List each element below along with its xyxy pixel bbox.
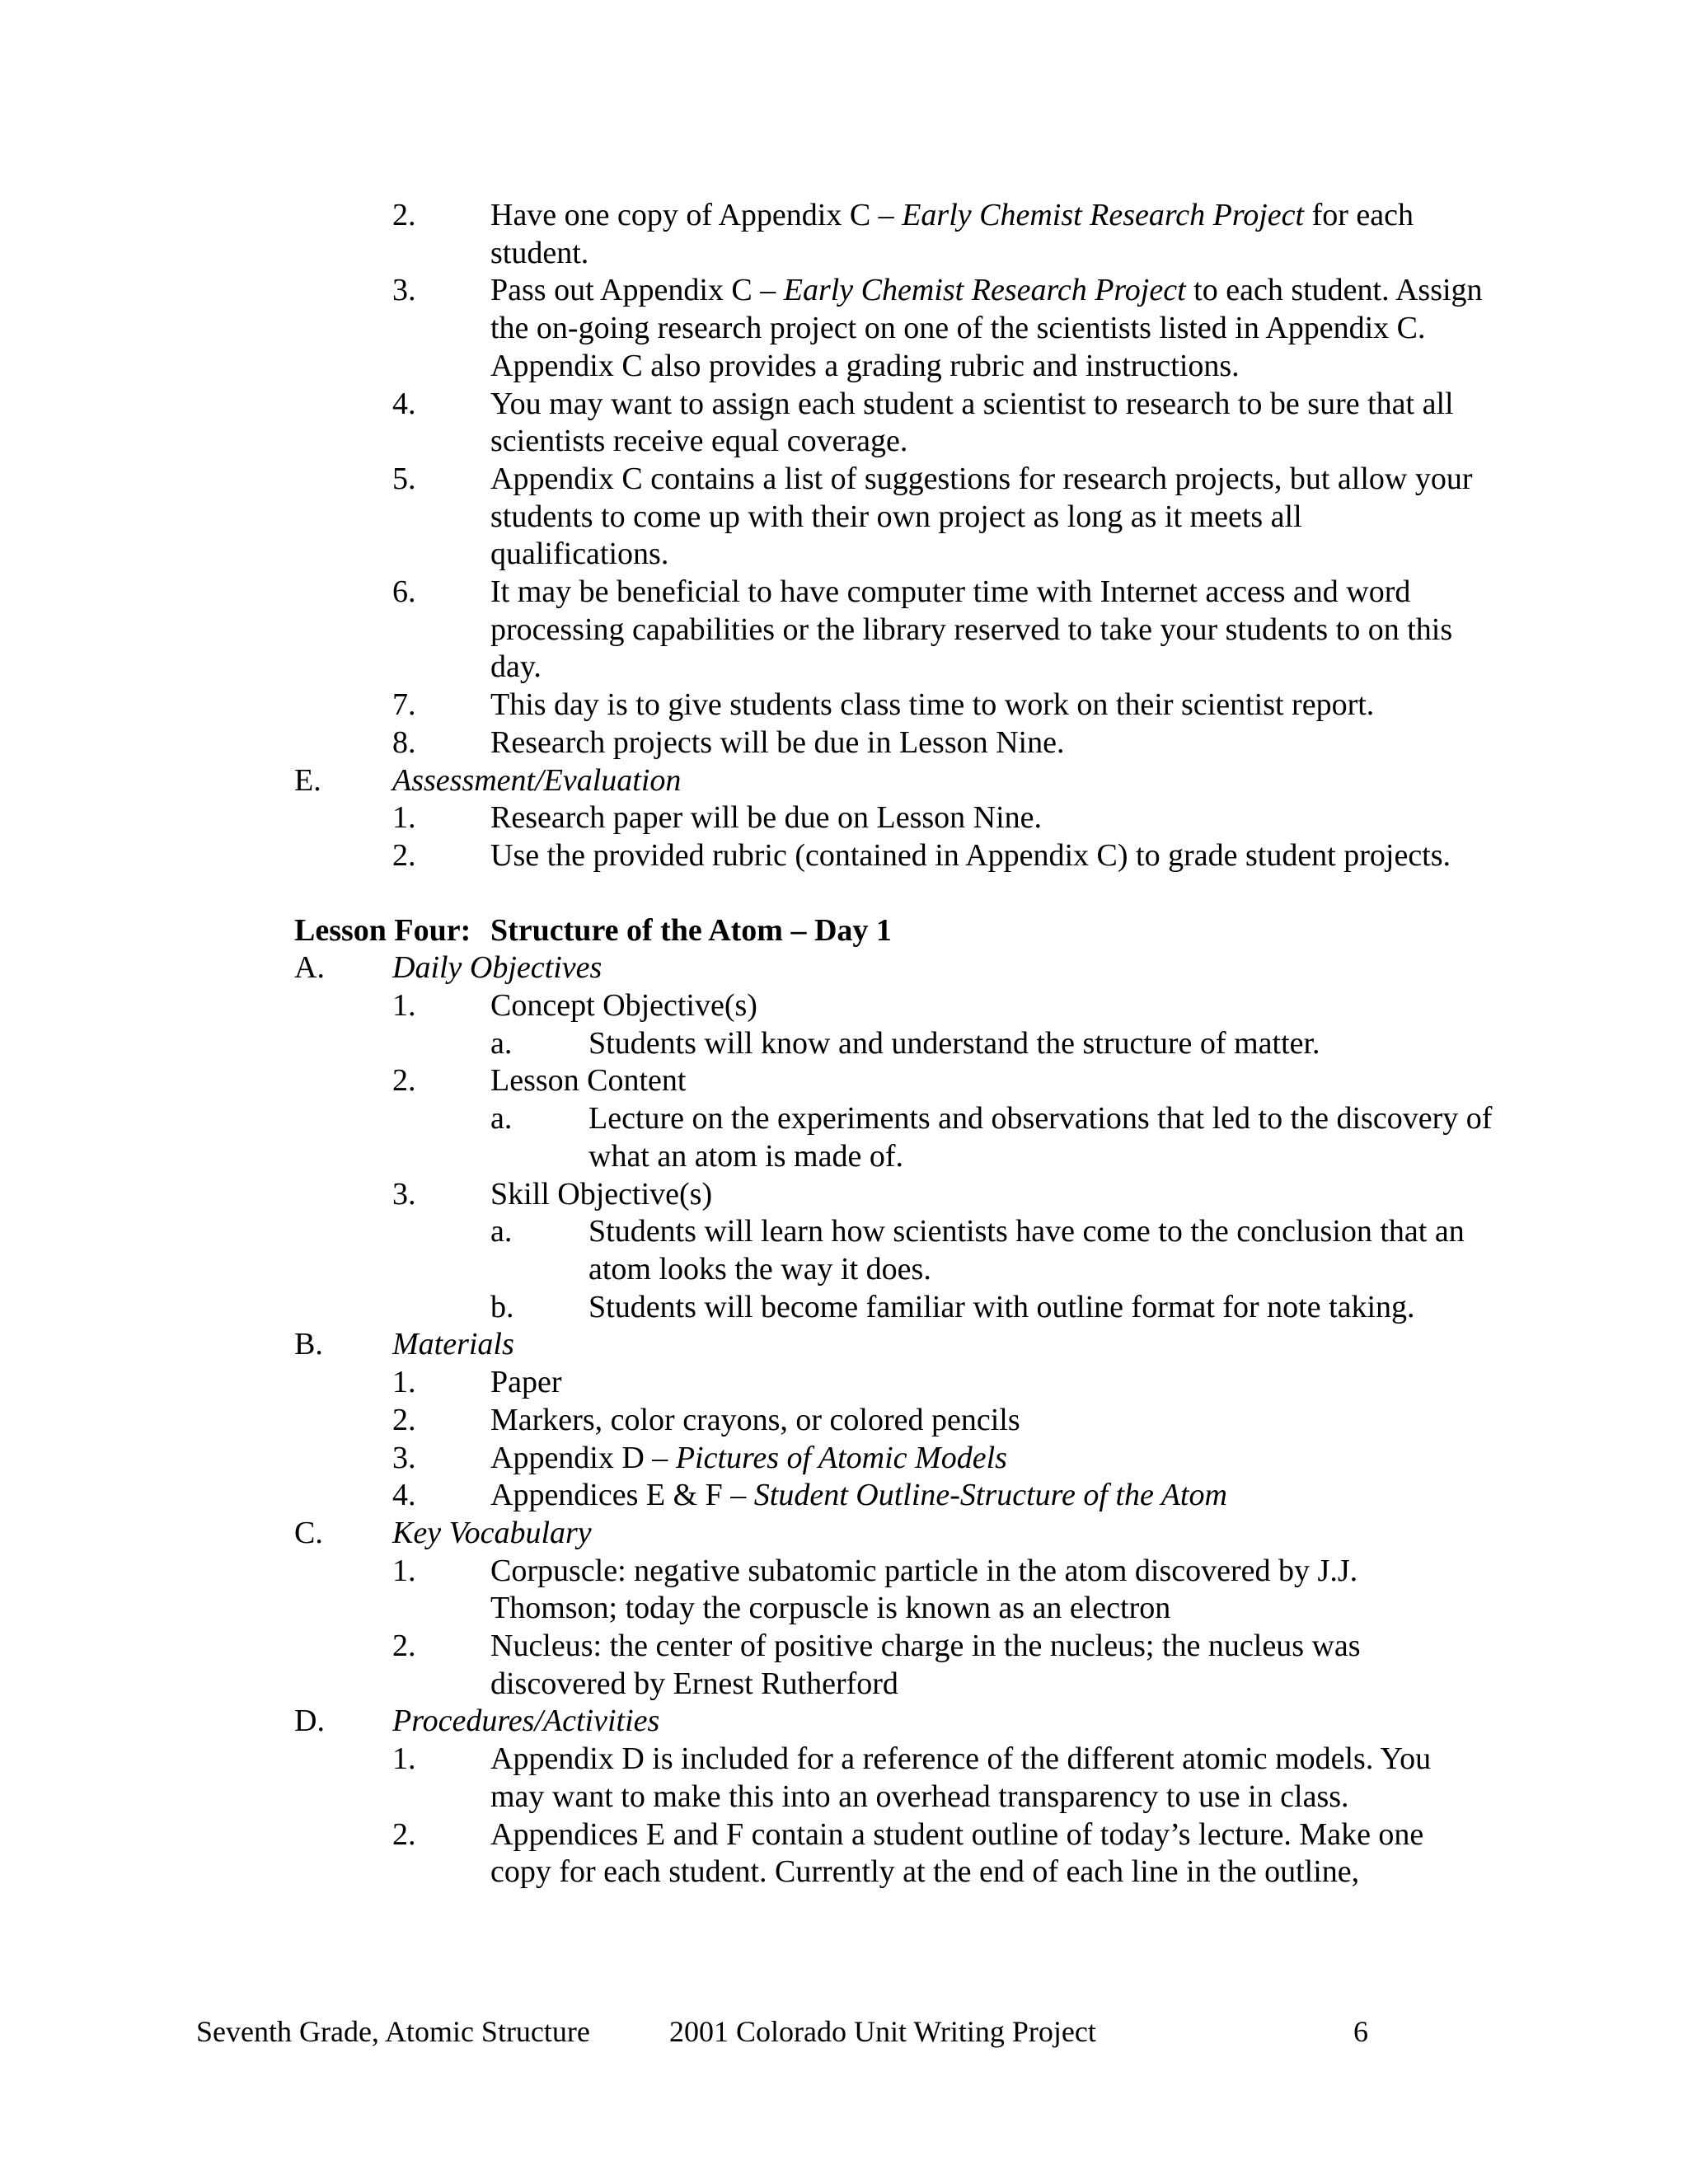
- item-text: Concept Objective(s): [490, 988, 757, 1024]
- item-text: Lesson Content: [490, 1063, 687, 1099]
- list-item: [0, 574, 1688, 687]
- item-number: 2.: [392, 837, 416, 873]
- item-text: Use the provided rubric (contained in Appendix C) to grade student projects.: [490, 837, 1451, 873]
- item-number: 1.: [392, 1741, 416, 1777]
- item-text: Students will know and understand the structure of matter.: [588, 1025, 1320, 1061]
- section-title: Procedures/Activities: [392, 1704, 660, 1739]
- section-heading: [0, 1703, 1688, 1741]
- item-text: Skill Objective(s): [490, 1176, 713, 1212]
- section-title: Assessment/Evaluation: [392, 762, 682, 798]
- item-text: Pass out Appendix C – Early Chemist Research Project to each student. Assign the on-going research project on one of the scientists listed in Appendix C. Appendix C also provides a grading rubric and instructions.: [490, 273, 1483, 383]
- section-letter: B.: [294, 1327, 323, 1362]
- item-number: 5.: [392, 461, 416, 496]
- item-number: 1.: [392, 1553, 416, 1588]
- item-number: 2.: [392, 1063, 416, 1099]
- section-heading: [0, 762, 1688, 800]
- list-item: [0, 687, 1688, 724]
- item-number: 1.: [392, 1365, 416, 1400]
- item-letter: a.: [490, 1101, 513, 1137]
- item-text: Paper: [490, 1365, 562, 1400]
- page-number: 6: [1353, 2015, 1368, 2048]
- lesson-title: Structure of the Atom – Day 1: [490, 912, 892, 948]
- item-text: Have one copy of Appendix C – Early Chemist Research Project for each student.: [490, 198, 1414, 270]
- item-number: 2.: [392, 1816, 416, 1852]
- section-title: Daily Objectives: [392, 950, 603, 986]
- section-title: Materials: [392, 1327, 514, 1362]
- item-text: Appendix D is included for a reference of the different atomic models. You may want to make this into an overhead transparency to use in class.: [490, 1741, 1432, 1814]
- item-text: Research paper will be due on Lesson Nine.: [490, 800, 1043, 836]
- sub-list-item: [0, 1025, 1688, 1063]
- section-heading: [0, 1515, 1688, 1553]
- section-letter: A.: [294, 950, 325, 986]
- list-item: [0, 1402, 1688, 1440]
- list-item: [0, 1176, 1688, 1214]
- list-item: [0, 1628, 1688, 1703]
- item-text: Appendices E & F – Student Outline-Structure of the Atom: [490, 1478, 1227, 1513]
- list-item: [0, 1477, 1688, 1515]
- page-footer: [0, 2013, 1688, 2055]
- item-number: 8.: [392, 724, 416, 760]
- list-item: [0, 461, 1688, 574]
- section-heading: [0, 949, 1688, 987]
- item-text: Nucleus: the center of positive charge in the nucleus; the nucleus was discovered by Ernest Rutherford: [490, 1629, 1361, 1701]
- list-item: [0, 1816, 1688, 1891]
- item-number: 6.: [392, 574, 416, 610]
- item-letter: b.: [490, 1289, 514, 1324]
- item-text: Research projects will be due in Lesson Nine.: [490, 724, 1065, 760]
- document-body: [0, 197, 1688, 1891]
- list-item: [0, 987, 1688, 1025]
- item-text: Appendix D – Pictures of Atomic Models: [490, 1440, 1007, 1475]
- item-number: 4.: [392, 1478, 416, 1513]
- sub-list-item: [0, 1289, 1688, 1327]
- list-item: [0, 1364, 1688, 1402]
- list-item: [0, 724, 1688, 762]
- list-item: [0, 197, 1688, 272]
- item-letter: a.: [490, 1025, 513, 1061]
- item-number: 3.: [392, 273, 416, 308]
- list-item: [0, 799, 1688, 837]
- lesson-label: Lesson Four:: [294, 912, 471, 948]
- item-text: Students will learn how scientists have come to the conclusion that an atom looks the way it does.: [588, 1214, 1465, 1286]
- list-item: [0, 1440, 1688, 1478]
- section-title: Key Vocabulary: [392, 1515, 592, 1550]
- item-text: Appendices E and F contain a student outline of today’s lecture. Make one copy for each student. Currently at the end of each line in the outline,: [490, 1816, 1424, 1890]
- list-item: [0, 272, 1688, 385]
- section-heading: [0, 1326, 1688, 1364]
- item-number: 2.: [392, 198, 416, 232]
- item-number: 2.: [392, 1629, 416, 1664]
- section-letter: D.: [294, 1704, 325, 1739]
- item-text: Students will become familiar with outline format for note taking.: [588, 1289, 1415, 1324]
- item-text: It may be beneficial to have computer time with Internet access and word processing capabilities or the library reserved to take your students to on this day.: [490, 574, 1453, 685]
- list-item: [0, 1062, 1688, 1100]
- item-number: 1.: [392, 988, 416, 1024]
- item-number: 3.: [392, 1440, 416, 1475]
- list-item: [0, 1553, 1688, 1628]
- lesson-heading: [0, 912, 1688, 950]
- item-text: Appendix C contains a list of suggestions for research projects, but allow your students to come up with their own project as long as it meets all qualifications.: [490, 461, 1473, 572]
- list-item: [0, 837, 1688, 875]
- item-text: Markers, color crayons, or colored pencils: [490, 1402, 1020, 1437]
- item-number: 2.: [392, 1402, 416, 1437]
- item-text: This day is to give students class time to work on their scientist report.: [490, 687, 1375, 723]
- item-number: 1.: [392, 800, 416, 836]
- item-text: You may want to assign each student a scientist to research to be sure that all scientists receive equal coverage.: [490, 386, 1454, 459]
- item-letter: a.: [490, 1214, 513, 1249]
- item-text: Lecture on the experiments and observations that led to the discovery of what an atom is made of.: [588, 1101, 1493, 1174]
- item-number: 3.: [392, 1176, 416, 1212]
- item-number: 4.: [392, 386, 416, 421]
- item-number: 7.: [392, 687, 416, 723]
- footer-course: Seventh Grade, Atomic Structure: [196, 2015, 590, 2048]
- list-item: [0, 386, 1688, 461]
- item-text: Corpuscle: negative subatomic particle in the atom discovered by J.J. Thomson; today the corpuscle is known as an electron: [490, 1553, 1358, 1626]
- list-item: [0, 1741, 1688, 1816]
- section-letter: E.: [294, 762, 321, 798]
- section-letter: C.: [294, 1515, 323, 1550]
- sub-list-item: [0, 1213, 1688, 1288]
- footer-project: 2001 Colorado Unit Writing Project: [669, 2015, 1096, 2048]
- sub-list-item: [0, 1100, 1688, 1175]
